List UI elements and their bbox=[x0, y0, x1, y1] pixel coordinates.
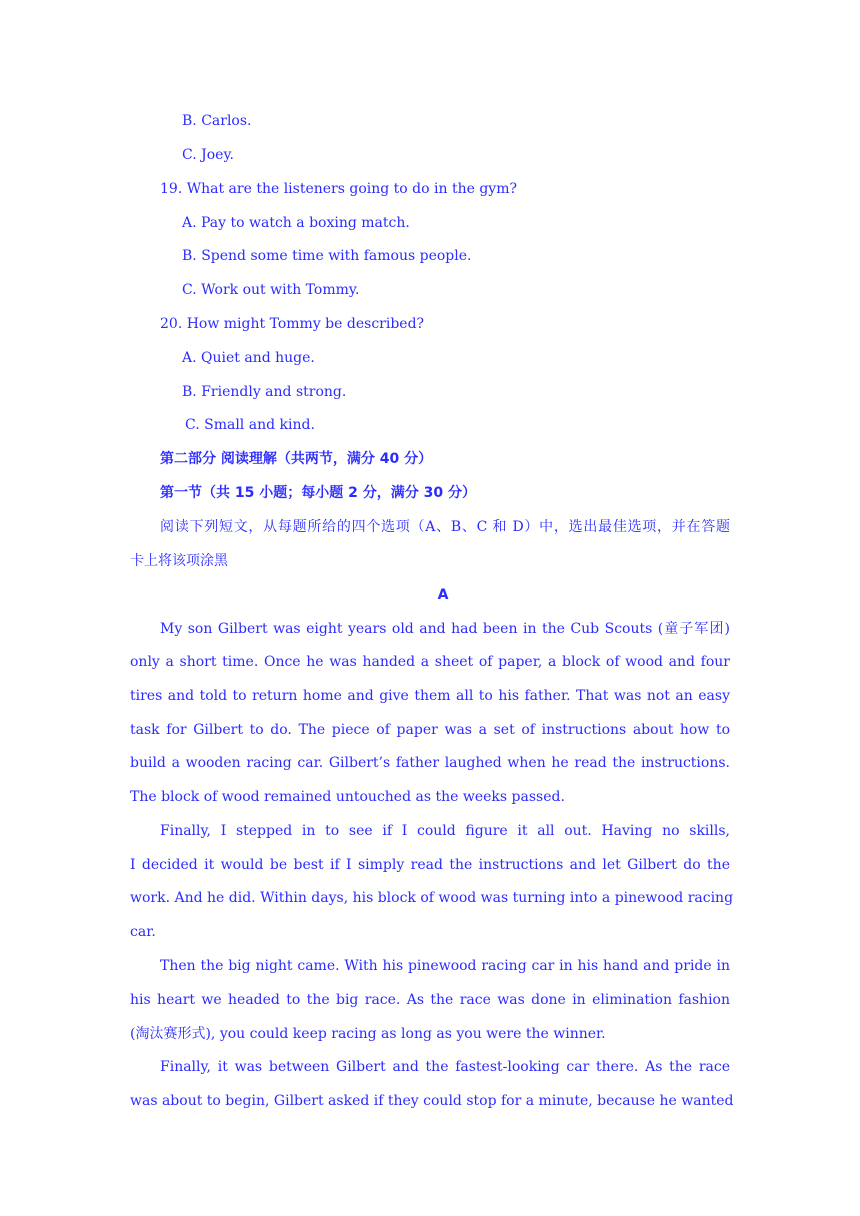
instructions-line-2: 卡上将该项涂黑 bbox=[130, 553, 228, 569]
passage-line: car. bbox=[130, 924, 156, 940]
passage-line: task for Gilbert to do. The piece of paper was a set of instructions about how to bbox=[130, 722, 730, 738]
passage-line: work. And he did. Within days, his block of wood was turning into a pinewood racing bbox=[130, 890, 734, 906]
passage-line: The block of wood remained untouched as the weeks passed. bbox=[130, 789, 565, 805]
passage-line: I decided it would be best if I simply read the instructions and let Gilbert do the bbox=[130, 857, 730, 873]
passage-line: Finally, it was between Gilbert and the fastest-looking car there. As the race bbox=[160, 1059, 730, 1075]
passage-line: was about to begin, Gilbert asked if they could stop for a minute, because he wanted bbox=[130, 1093, 734, 1109]
q18-option-c: C. Joey. bbox=[182, 147, 234, 163]
passage-line: Finally, I stepped in to see if I could figure it all out. Having no skills, bbox=[160, 823, 730, 839]
q19-option-a: A. Pay to watch a boxing match. bbox=[182, 215, 410, 231]
passage-line: tires and told to return home and give them all to his father. That was not an easy bbox=[130, 688, 730, 704]
passage-line: only a short time. Once he was handed a sheet of paper, a block of wood and four bbox=[130, 654, 730, 670]
q19-stem: 19. What are the listeners going to do in the gym? bbox=[160, 181, 517, 197]
passage-line: My son Gilbert was eight years old and had been in the Cub Scouts (童子军团) bbox=[160, 621, 730, 637]
q19-option-b: B. Spend some time with famous people. bbox=[182, 248, 472, 264]
passage-line: build a wooden racing car. Gilbert’s father laughed when he read the instructions. bbox=[130, 755, 730, 771]
q20-stem: 20. How might Tommy be described? bbox=[160, 316, 425, 332]
subsection-title: 第一节（共 15 小题；每小题 2 分，满分 30 分） bbox=[160, 485, 476, 501]
passage-label: A bbox=[437, 587, 449, 603]
q20-option-b: B. Friendly and strong. bbox=[182, 384, 347, 400]
passage-line: (淘汰赛形式), you could keep racing as long as you were the winner. bbox=[130, 1026, 606, 1042]
q18-option-b: B. Carlos. bbox=[182, 113, 252, 129]
q20-option-a: A. Quiet and huge. bbox=[182, 350, 315, 366]
instructions-line-1: 阅读下列短文，从每题所给的四个选项（A、B、C 和 D）中，选出最佳选项，并在答题 bbox=[160, 519, 730, 535]
q20-option-c: C. Small and kind. bbox=[185, 417, 315, 433]
passage-line: his heart we headed to the big race. As the race was done in elimination fashion bbox=[130, 992, 730, 1008]
q19-option-c: C. Work out with Tommy. bbox=[182, 282, 360, 298]
passage-line: Then the big night came. With his pinewood racing car in his hand and pride in bbox=[160, 958, 730, 974]
part-title: 第二部分 阅读理解（共两节，满分 40 分） bbox=[160, 451, 433, 467]
